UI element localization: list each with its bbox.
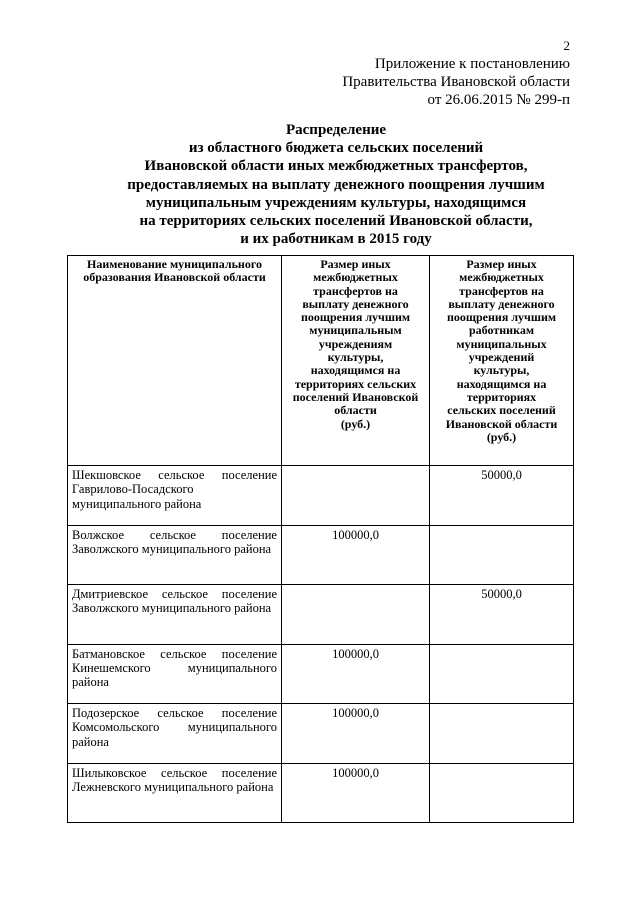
- header-line: территориях: [466, 389, 537, 404]
- title-line: Распределение: [285, 122, 387, 138]
- header-line: Наименование муниципального: [87, 257, 262, 271]
- header-line: трансфертов на: [313, 283, 398, 298]
- header-line: сельских поселений: [447, 403, 556, 418]
- header-line: трансфертов на: [459, 283, 544, 298]
- cell-institutions-amount: [282, 466, 430, 526]
- document-title: [70, 121, 602, 248]
- title-line: из областного бюджета сельских поселений: [188, 140, 484, 157]
- cell-workers-amount: [430, 525, 574, 585]
- header-line: культуры,: [473, 363, 530, 378]
- header-line: (руб.): [486, 429, 517, 444]
- appendix-date: от 26.06.2015 № 299-п: [427, 92, 570, 108]
- cell-workers-amount: [430, 644, 574, 704]
- cell-institutions-amount: 100000,0: [282, 704, 430, 764]
- table-header-row: [68, 256, 574, 466]
- cell-workers-amount: 50000,0: [430, 585, 574, 645]
- header-line: поощрения лучшим: [446, 310, 557, 325]
- header-line: учреждений: [468, 350, 535, 365]
- header-institutions-amount: [282, 256, 430, 466]
- title-line: на территориях сельских поселений Ивановской области,: [139, 213, 533, 230]
- table-row: [68, 525, 574, 585]
- header-line: поощрения лучшим: [300, 310, 411, 325]
- appendix-line: Правительства Ивановской области: [342, 74, 570, 90]
- table-row: [68, 763, 574, 823]
- distribution-table: [67, 255, 574, 823]
- appendix-line: Приложение к постановлению: [374, 56, 570, 72]
- cell-institutions-amount: 100000,0: [282, 763, 430, 823]
- header-line: находящимся на: [310, 363, 401, 378]
- header-line: Размер иных: [466, 257, 537, 271]
- header-line: образования Ивановской области: [83, 270, 266, 285]
- table-row: [68, 466, 574, 526]
- header-workers-amount: [430, 256, 574, 466]
- header-line: Размер иных: [320, 257, 391, 271]
- title-line: и их работникам в 2015 году: [240, 231, 432, 248]
- header-line: выплату денежного: [302, 296, 409, 311]
- header-line: межбюджетных: [313, 270, 398, 285]
- header-line: межбюджетных: [459, 270, 544, 285]
- cell-institutions-amount: 100000,0: [282, 644, 430, 704]
- header-line: работникам: [469, 323, 534, 338]
- cell-institutions-amount: [282, 585, 430, 645]
- header-line: территориях сельских: [294, 376, 417, 391]
- cell-municipality-name: Подозерское сельское поселение Комсомольского муниципального района: [68, 704, 282, 764]
- header-line: (руб.): [340, 416, 371, 431]
- title-line: Ивановской области иных межбюджетных трансфертов,: [144, 158, 528, 175]
- cell-workers-amount: [430, 763, 574, 823]
- cell-workers-amount: [430, 704, 574, 764]
- title-line: предоставляемых на выплату денежного поощрения лучшим: [127, 176, 545, 193]
- table-row: [68, 644, 574, 704]
- header-line: находящимся на: [456, 376, 547, 391]
- header-line: Ивановской области: [445, 416, 558, 431]
- cell-workers-amount: 50000,0: [430, 466, 574, 526]
- header-line: учреждениям: [318, 336, 393, 351]
- header-line: муниципальных: [456, 336, 547, 351]
- table-row: [68, 585, 574, 645]
- table-row: [68, 704, 574, 764]
- header-line: выплату денежного: [448, 296, 555, 311]
- header-line: области: [334, 403, 377, 418]
- cell-institutions-amount: 100000,0: [282, 525, 430, 585]
- cell-municipality-name: Шекшовское сельское поселение Гаврилово-Посадского муниципального района: [68, 466, 282, 526]
- cell-municipality-name: Шилыковское сельское поселение Лежневского муниципального района: [68, 763, 282, 823]
- header-line: культуры,: [327, 350, 384, 365]
- header-line: муниципальным: [309, 323, 402, 338]
- header-line: поселений Ивановской: [292, 389, 419, 404]
- cell-municipality-name: Батмановское сельское поселение Кинешемского муниципального района: [68, 644, 282, 704]
- appendix-header: [342, 55, 570, 109]
- cell-municipality-name: Дмитриевское сельское поселение Заволжского муниципального района: [68, 585, 282, 645]
- cell-municipality-name: Волжское сельское поселение Заволжского муниципального района: [68, 525, 282, 585]
- header-municipality: [68, 256, 282, 466]
- title-line: муниципальным учреждениям культуры, находящимся: [145, 194, 527, 211]
- page-number: 2: [563, 38, 570, 53]
